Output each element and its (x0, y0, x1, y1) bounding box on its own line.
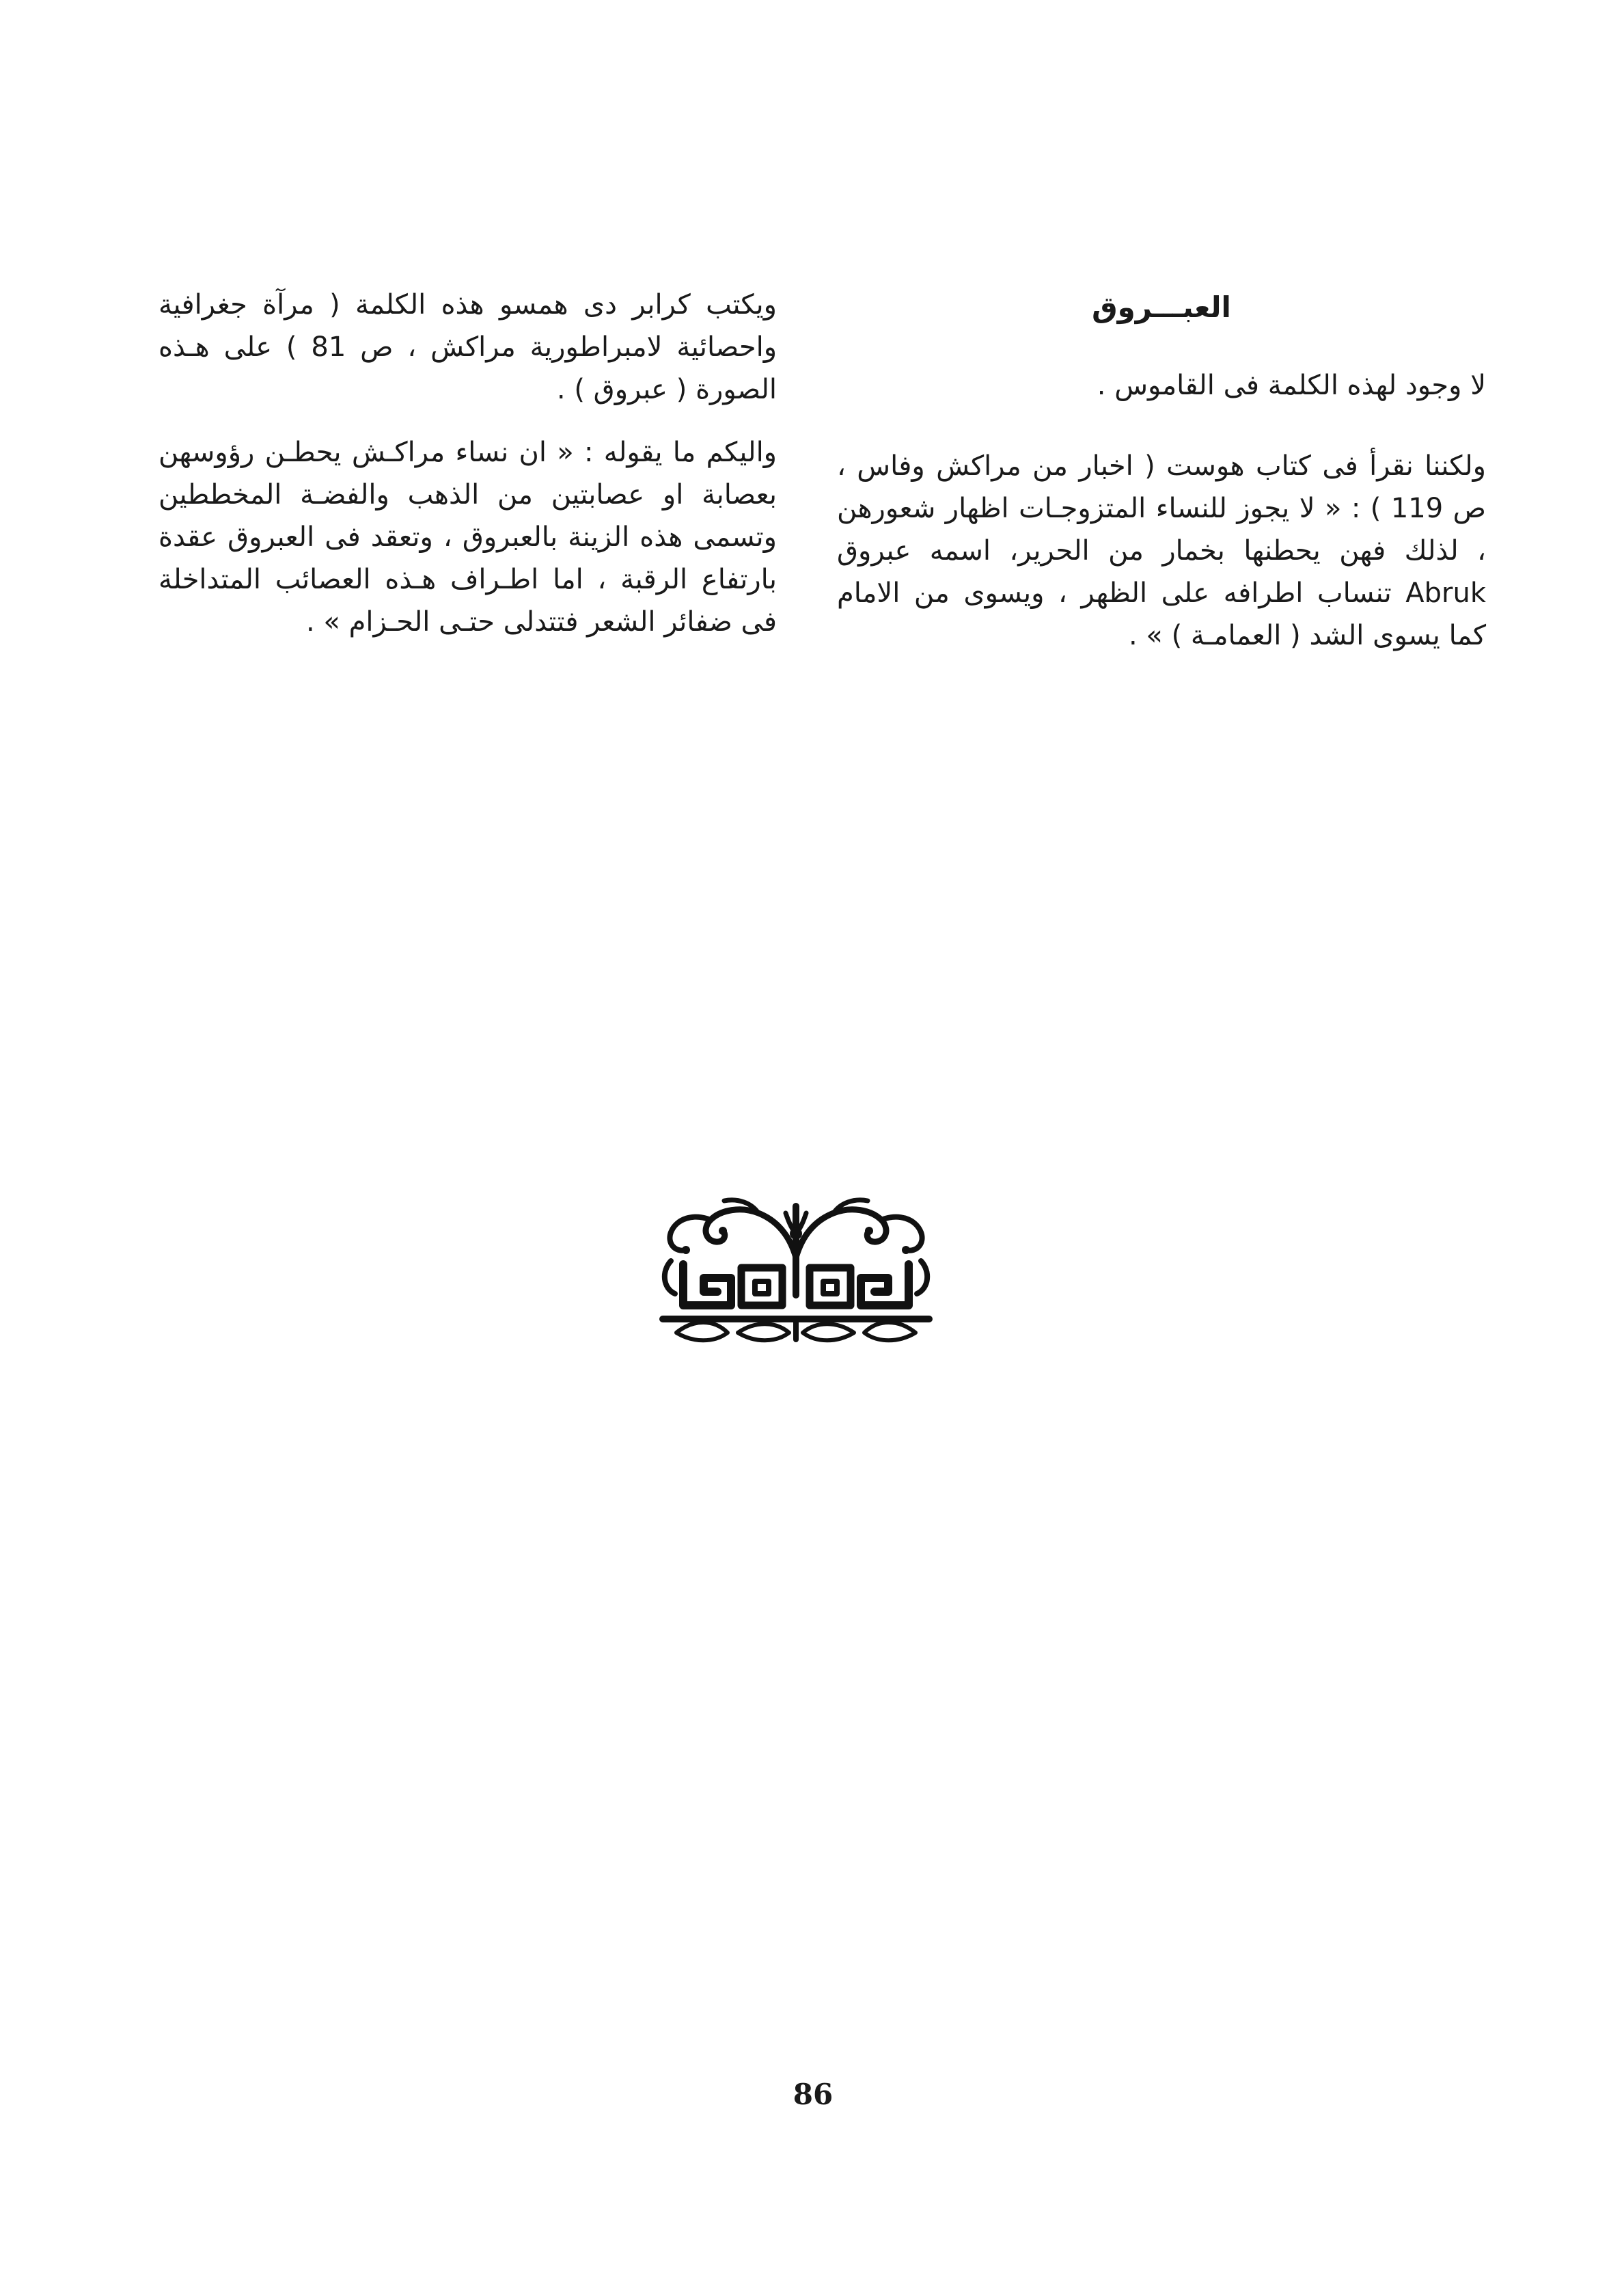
body-paragraph: ولكننا نقرأ فى كتاب هوست ( اخبار من مراكش وفاس ، ص 119 ) : « لا يجوز للنساء المتزوجـات اظهار شعورهن ، لذلك فهن يحطنها بخمار من الحرير، اسمه عبروق Abruk تنساب اطرافه على الظهر ، ويسوى من الامام كما يسوى الشد ( العمامـة ) » . (837, 450, 1487, 651)
body-paragraph-1: ويكتب كرابر دى همسو هذه الكلمة ( مرآة جغرافية واحصائية لامبراطورية مراكش ، ص 81 ) على هـذه الصورة ( عبروق ) . (159, 289, 777, 405)
body-paragraph-2: واليكم ما يقوله : « ان نساء مراكـش يحطـن رؤوسهن بعصابة او عصابتين من الذهب والفضـة المخططين وتسمى هذه الزينة بالعبروق ، وتعقد فى العبروق عقدة بارتفاع الرقبة ، اما اطـراف هـذه العصائب المتداخلة فى ضفائر الشعر فتتدلى حتـى الحـزام » . (159, 437, 777, 638)
arabesque-ornament-icon (656, 1193, 936, 1346)
intro-paragraph: لا وجود لهذه الكلمة فى القاموس . (1097, 370, 1486, 401)
page-number: 86 (793, 2078, 834, 2111)
left-column (159, 284, 777, 664)
right-column (837, 284, 1486, 677)
section-heading: العبـــروق (1092, 290, 1231, 324)
